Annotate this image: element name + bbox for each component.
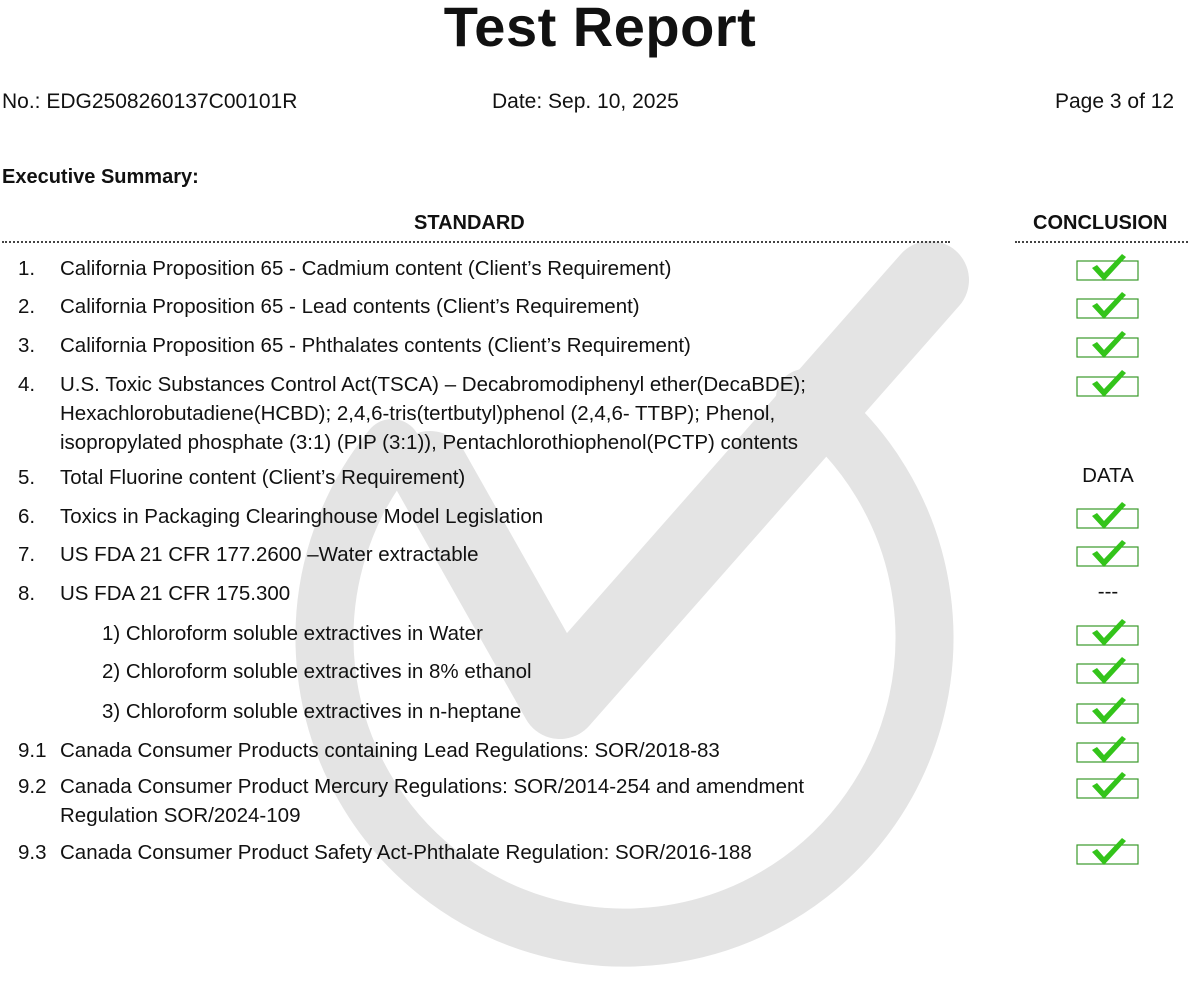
row-number: 9.3 bbox=[18, 841, 47, 864]
row-number: 9.2 bbox=[18, 775, 47, 798]
row-standard-text bbox=[60, 502, 940, 531]
row-standard-line: 1) Chloroform soluble extractives in Water bbox=[102, 622, 483, 645]
checkmark-box-icon bbox=[1076, 367, 1140, 399]
checkmark-box-icon bbox=[1076, 328, 1140, 360]
header-divider-standard bbox=[2, 241, 950, 243]
row-standard-line: US FDA 21 CFR 177.2600 –Water extractable bbox=[60, 543, 479, 566]
row-standard-text bbox=[102, 619, 982, 648]
row-standard-line: 2) Chloroform soluble extractives in 8% ethanol bbox=[102, 660, 532, 683]
row-standard-line: Regulation SOR/2024-109 bbox=[60, 804, 301, 827]
checkmark-box-icon bbox=[1076, 654, 1140, 686]
row-number: 4. bbox=[18, 373, 36, 396]
row-conclusion-text: DATA bbox=[1082, 464, 1134, 487]
row-standard-line: California Proposition 65 - Lead contents (Client’s Requirement) bbox=[60, 295, 640, 318]
row-standard-line: 3) Chloroform soluble extractives in n-heptane bbox=[102, 700, 522, 723]
row-standard-text bbox=[60, 292, 940, 321]
column-header-standard: STANDARD bbox=[414, 212, 525, 234]
row-standard-text bbox=[60, 331, 940, 360]
row-standard-line: Canada Consumer Product Safety Act-Phthalate Regulation: SOR/2016-188 bbox=[60, 841, 752, 864]
row-standard-line: Toxics in Packaging Clearinghouse Model Legislation bbox=[60, 505, 544, 528]
checkmark-box-icon bbox=[1076, 733, 1140, 765]
row-standard-text bbox=[60, 736, 940, 765]
report-title: Test Report bbox=[443, 0, 757, 58]
row-standard-text bbox=[60, 838, 940, 867]
checkmark-box-icon bbox=[1076, 251, 1140, 283]
row-number: 3. bbox=[18, 334, 36, 357]
report-number: No.: EDG2508260137C00101R bbox=[2, 90, 298, 113]
row-standard-text bbox=[102, 657, 982, 686]
row-standard-text bbox=[102, 697, 982, 726]
row-standard-text bbox=[60, 254, 940, 283]
row-standard-line: California Proposition 65 - Phthalates contents (Client’s Requirement) bbox=[60, 334, 691, 357]
checkmark-box-icon bbox=[1076, 694, 1140, 726]
column-header-conclusion: CONCLUSION bbox=[1033, 212, 1168, 234]
section-title: Executive Summary: bbox=[2, 166, 199, 188]
header-divider-conclusion bbox=[1015, 241, 1188, 243]
row-standard-text bbox=[60, 579, 940, 608]
row-standard-line: Total Fluorine content (Client’s Requirement) bbox=[60, 466, 466, 489]
row-number: 1. bbox=[18, 257, 36, 280]
checkmark-box-icon bbox=[1076, 289, 1140, 321]
checkmark-box-icon bbox=[1076, 616, 1140, 648]
report-date: Date: Sep. 10, 2025 bbox=[492, 90, 679, 113]
row-standard-text bbox=[60, 772, 910, 830]
row-standard-text bbox=[60, 463, 940, 492]
row-number: 5. bbox=[18, 466, 36, 489]
row-number: 6. bbox=[18, 505, 36, 528]
row-number: 2. bbox=[18, 295, 36, 318]
row-standard-line: Hexachlorobutadiene(HCBD); 2,4,6-tris(tertbutyl)phenol (2,4,6- TTBP); Phenol, bbox=[60, 402, 776, 425]
row-standard-text bbox=[60, 540, 940, 569]
checkmark-box-icon bbox=[1076, 835, 1140, 867]
row-standard-line: Canada Consumer Product Mercury Regulations: SOR/2014-254 and amendment bbox=[60, 775, 805, 798]
row-conclusion-text: --- bbox=[1097, 580, 1119, 603]
row-standard-line: US FDA 21 CFR 175.300 bbox=[60, 582, 291, 605]
checkmark-box-icon bbox=[1076, 769, 1140, 801]
checkmark-box-icon bbox=[1076, 499, 1140, 531]
row-number: 7. bbox=[18, 543, 36, 566]
checkmark-box-icon bbox=[1076, 537, 1140, 569]
page-number: Page 3 of 12 bbox=[1055, 90, 1175, 113]
row-standard-line: U.S. Toxic Substances Control Act(TSCA) – Decabromodiphenyl ether(DecaBDE); bbox=[60, 373, 806, 396]
row-number: 9.1 bbox=[18, 739, 47, 762]
row-standard-line: Canada Consumer Products containing Lead Regulations: SOR/2018-83 bbox=[60, 739, 720, 762]
row-standard-text bbox=[60, 370, 938, 457]
row-standard-line: California Proposition 65 - Cadmium content (Client’s Requirement) bbox=[60, 257, 672, 280]
row-standard-line: isopropylated phosphate (3:1) (PIP (3:1)), Pentachlorothiophenol(PCTP) contents bbox=[60, 431, 799, 454]
row-number: 8. bbox=[18, 582, 36, 605]
